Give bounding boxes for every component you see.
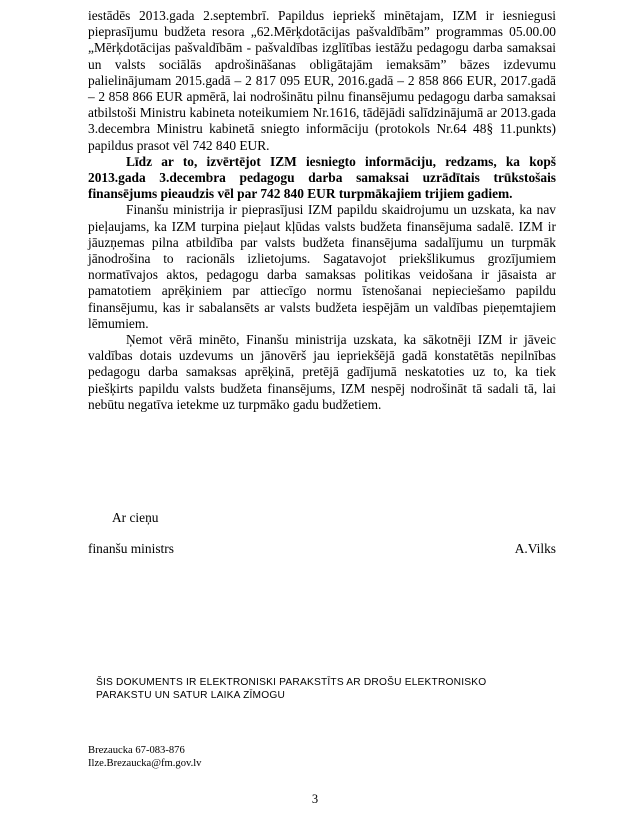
- contact-phone: Brezaucka 67-083-876: [88, 745, 185, 756]
- page-number: 3: [311, 792, 319, 806]
- paragraph-ministry-position: Finanšu ministrija ir pieprasījusi IZM papildu skaidrojumu un uzskata, ka nav pieļaujams, ka IZM turpina pieļaut kļūdas valsts budžeta finansējuma sadalē. IZM ir jāuzņemas pilna atbildība par valsts budžeta finansējuma sadalījumu un turpmāk jānodrošina to racionāls izlietojums. Sagatavojot priekšlikumus grozījumiem normatīvajos aktos, pedagogu darba samaksas politikas veidošana ir jāsaista ar pamatotiem aprēķiniem par attiecīgo normu īstenošanai nepieciešamo papildu finansējumu, kas ir sabalansēts ar valsts budžeta iespējām un valdības pieņemtajiem lēmumiem.: [88, 202, 556, 331]
- signature-block: [88, 541, 556, 557]
- closing-salutation: Ar cieņu: [112, 510, 159, 525]
- electronic-signature-notice: [96, 676, 516, 702]
- esign-line: PARAKSTU UN SATUR LAIKA ZĪMOGU: [96, 690, 286, 701]
- contact-info: [88, 744, 201, 770]
- contact-email: Ilze.Brezaucka@fm.gov.lv: [88, 758, 202, 769]
- esign-line: ŠIS DOKUMENTS IR ELEKTRONISKI PARAKSTĪTS AR DROŠU ELEKTRONISKO: [96, 677, 487, 688]
- signer-title: finanšu ministrs: [88, 541, 174, 556]
- paragraph-conclusion: Līdz ar to, izvērtējot IZM iesniegto informāciju, redzams, ka kopš 2013.gada 3.decembra pedagogu darba samaksai uzrādītais trūkstošais finansējums pieaudzis vēl par 742 840 EUR turpmākajiem trijiem gadiem.: [88, 153, 556, 202]
- letter-body: [88, 8, 556, 413]
- paragraph-budget-request: iestādēs 2013.gada 2.septembrī. Papildus iepriekš minētajam, IZM ir iesniegusi pieprasījumu budžeta resora „62.Mērķdotācijas pašvaldībām” programmas 05.00.00 „Mērķdotācijas pašvaldībām - pašvaldības izglītības iestāžu pedagogu darba samaksai un valsts sociālās apdrošināšanas obligātajām iemaksām” bāzes izdevumu palielinājumam 2015.gadā – 2 817 095 EUR, 2016.gadā – 2 858 866 EUR, 2017.gadā – 2 858 866 EUR apmērā, lai nodrošinātu pilnu finansējumu pedagogu darba samaksai atbilstoši Ministru kabineta noteikumiem Nr.1616, tādējādi salīdzinājumā ar 2013.gada 3.decembra Ministru kabinetā sniegto informāciju (protokols Nr.64 48§ 11.punkts) papildus prasot vēl 742 840 EUR.: [88, 8, 556, 153]
- signer-name: A.Vilks: [514, 541, 556, 556]
- paragraph-final-assessment: Ņemot vērā minēto, Finanšu ministrija uzskata, ka sākotnēji IZM ir jāveic valdības dotais uzdevums un jānovērš jau iepriekšējā gadā konstatētās nepilnības pedagogu darba samaksas aprēķinā, pretējā gadījumā neskatoties uz to, ka tiek piešķirts papildu valsts budžeta finansējums, IZM nespēj nodrošināt tā sadali tā, lai nebūtu negatīva ietekme uz turpmāko gadu budžetiem.: [88, 332, 556, 412]
